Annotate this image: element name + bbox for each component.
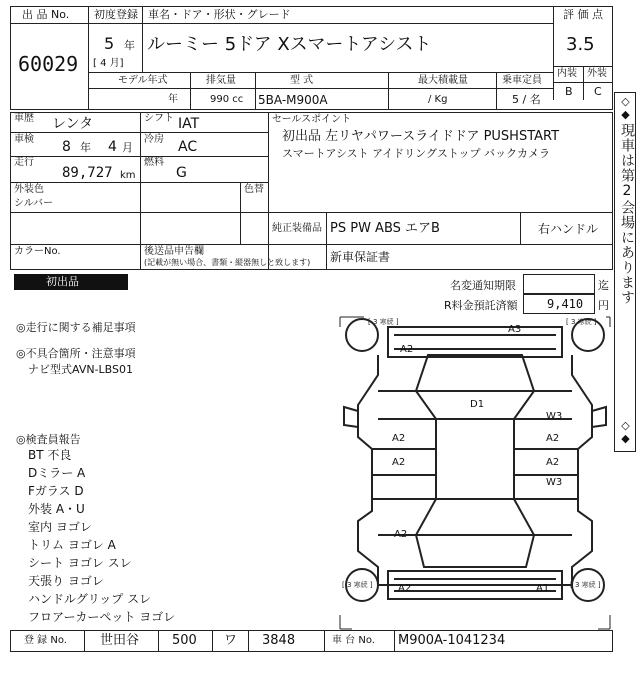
inspector-report-title: ◎検査員報告 xyxy=(16,433,81,446)
fuel-value: G xyxy=(176,165,187,181)
mark-a2-right-2: A2 xyxy=(546,457,560,468)
mark-w3-a: W3 xyxy=(546,411,563,422)
car-name-label: 車名・ドア・形状・グレード xyxy=(148,8,291,21)
chassis-number: M900A-1041234 xyxy=(398,633,506,648)
sales-point-line-2: スマートアシスト アイドリングストップ バックカメラ xyxy=(282,147,551,160)
corner-label-bl: [ 3 寒続 ] xyxy=(342,581,373,589)
model-year-label: モデル年式 xyxy=(118,75,168,86)
corner-bracket-bl xyxy=(340,615,352,629)
report-item-9: ハンドルグリップ スレ xyxy=(28,592,152,606)
report-item-10: フロアーカーペット ヨゴレ xyxy=(28,610,176,624)
reg-kana: ワ xyxy=(224,633,238,648)
history-label: 車歴 xyxy=(14,113,34,124)
max-load-value: / Kg xyxy=(428,94,448,105)
change-deadline-box xyxy=(523,274,595,294)
corner-label-br: [ 3 寒続 ] xyxy=(570,581,601,589)
right-mirror xyxy=(592,407,606,427)
mileage-label: 走行 xyxy=(14,157,34,168)
post-install-note: (記載が無い場合、書類・縦器無しと致します) xyxy=(144,258,311,267)
corner-bracket-br xyxy=(598,615,610,629)
roof xyxy=(436,419,514,499)
recycle-unit: 円 xyxy=(598,299,609,312)
interior-label: 内装 xyxy=(557,68,577,79)
corner-bracket-tr xyxy=(606,317,610,327)
fuel-label: 燃料 xyxy=(144,157,164,168)
inspection-month: 4 xyxy=(108,139,117,155)
defect-item-1: ナビ型式AVN-LBS01 xyxy=(28,363,134,376)
sidebar-diamonds-top: ◇◆ xyxy=(619,95,632,121)
recycle-label: R料金預託済額 xyxy=(444,299,518,312)
shift-value: IAT xyxy=(178,116,200,132)
interior-grade: B xyxy=(565,85,573,98)
mark-a2-left-1: A2 xyxy=(392,433,406,444)
change-deadline-label: 名変通知期限 xyxy=(450,279,516,292)
lot-number: 60029 xyxy=(18,52,79,76)
front-left-wheel xyxy=(346,319,378,351)
front-bumper xyxy=(388,327,562,357)
mark-a2-right-1: A2 xyxy=(546,433,560,444)
report-item-8: 天張り ヨゴレ xyxy=(28,574,104,588)
reg-class: 500 xyxy=(172,633,197,648)
capacity-label: 乗車定員 xyxy=(502,75,542,86)
first-reg-year-unit: 年 xyxy=(124,39,135,52)
ext-color-value: シルバー xyxy=(14,198,54,209)
first-reg-label: 初度登録 xyxy=(94,8,138,21)
mark-w3-b: W3 xyxy=(546,477,563,488)
car-name: ルーミー 5ドア Xスマートアシスト xyxy=(147,34,432,55)
change-deadline-unit: 迄 xyxy=(598,279,609,292)
venue-notice-text: 現車は第2会場にあります xyxy=(619,123,635,305)
inspection-year-unit: 年 xyxy=(80,141,91,154)
color-no-label: カラーNo. xyxy=(14,246,61,257)
mark-a2-rear: A2 xyxy=(398,583,412,594)
sales-point-label: セールスポイント xyxy=(272,114,352,125)
lot-label: 出 品 No. xyxy=(22,8,70,21)
rear-glass xyxy=(416,499,534,535)
mark-a2-left-2: A2 xyxy=(392,457,406,468)
mark-a3: A3 xyxy=(508,324,522,335)
equipment-value: PS PW ABS エアB xyxy=(330,221,440,236)
handle-value: 右ハンドル xyxy=(538,222,599,236)
report-item-6: トリム ヨゴレ A xyxy=(28,538,116,552)
hood xyxy=(416,355,534,391)
mark-a2-rear-left: A2 xyxy=(394,529,408,540)
front-bumper-lower xyxy=(394,335,556,349)
tailgate xyxy=(416,535,534,567)
sidebar-diamonds-bottom: ◇◆ xyxy=(619,419,632,445)
model-year-unit: 年 xyxy=(168,94,178,105)
ext-color-label: 外装色 xyxy=(14,184,44,195)
color-change-label: 色替 xyxy=(244,184,264,195)
report-item-5: 室内 ヨゴレ xyxy=(28,520,92,534)
displacement-value: 990 cc xyxy=(210,94,244,105)
running-notes-title: ◎走行に関する補足事項 xyxy=(16,321,136,334)
ac-label: 冷房 xyxy=(144,134,164,145)
exterior-label: 外装 xyxy=(587,68,607,79)
mileage-unit: km xyxy=(120,170,136,181)
inspection-month-unit: 月 xyxy=(122,141,133,154)
car-body-outline xyxy=(358,355,592,585)
first-reg-year: 5 xyxy=(104,34,115,53)
max-load-label: 最大積載量 xyxy=(418,75,468,86)
capacity-value: 5 / 名 xyxy=(512,93,541,106)
report-item-1: BT 不良 xyxy=(28,448,72,462)
first-listing-badge-label: 初出品 xyxy=(46,275,79,288)
reg-number: 3848 xyxy=(262,633,296,648)
exterior-grade: C xyxy=(594,85,602,98)
post-install-label: 後送品申告欄 xyxy=(144,246,204,257)
recycle-value: 9,410 xyxy=(547,297,584,311)
report-item-2: Dミラー A xyxy=(28,466,86,480)
corner-label-tl: [ 3 寒続 ] xyxy=(368,318,399,326)
reg-no-label: 登 録 No. xyxy=(24,635,67,646)
left-mirror xyxy=(344,407,358,427)
mark-a2-front: A2 xyxy=(400,344,414,355)
report-item-4: 外装 A・U xyxy=(28,502,85,516)
report-item-7: シート ヨゴレ スレ xyxy=(28,556,132,570)
score-value: 3.5 xyxy=(566,34,595,55)
venue-notice-sidebar xyxy=(614,92,636,452)
mileage-value: 89,727 xyxy=(62,165,113,181)
history-value: レンタ xyxy=(52,116,94,132)
report-item-3: Fガラス D xyxy=(28,484,84,498)
type-value: 5BA-M900A xyxy=(258,93,328,107)
equipment-label: 純正装備品 xyxy=(272,223,322,234)
score-label: 評 価 点 xyxy=(563,8,603,21)
car-condition-diagram xyxy=(338,315,612,631)
mark-d1: D1 xyxy=(470,399,485,410)
displacement-label: 排気量 xyxy=(206,75,236,86)
reg-area: 世田谷 xyxy=(100,633,140,648)
inspection-year: 8 xyxy=(62,139,71,155)
first-reg-month: [ 4 月] xyxy=(93,58,124,69)
ac-value: AC xyxy=(178,139,198,155)
warranty-value: 新車保証書 xyxy=(330,250,391,264)
sales-point-line-1: 初出品 左リヤパワースライドドア PUSHSTART xyxy=(282,129,560,144)
chassis-label: 車 台 No. xyxy=(332,635,375,646)
type-label: 型 式 xyxy=(290,75,314,86)
mark-a1: A1 xyxy=(536,583,550,594)
corner-label-tr: [ 3 寒続 ] xyxy=(566,318,597,326)
defects-title: ◎不具合箇所・注意事項 xyxy=(16,347,136,360)
shift-label: シフト xyxy=(144,113,174,124)
inspection-label: 車検 xyxy=(14,134,34,145)
